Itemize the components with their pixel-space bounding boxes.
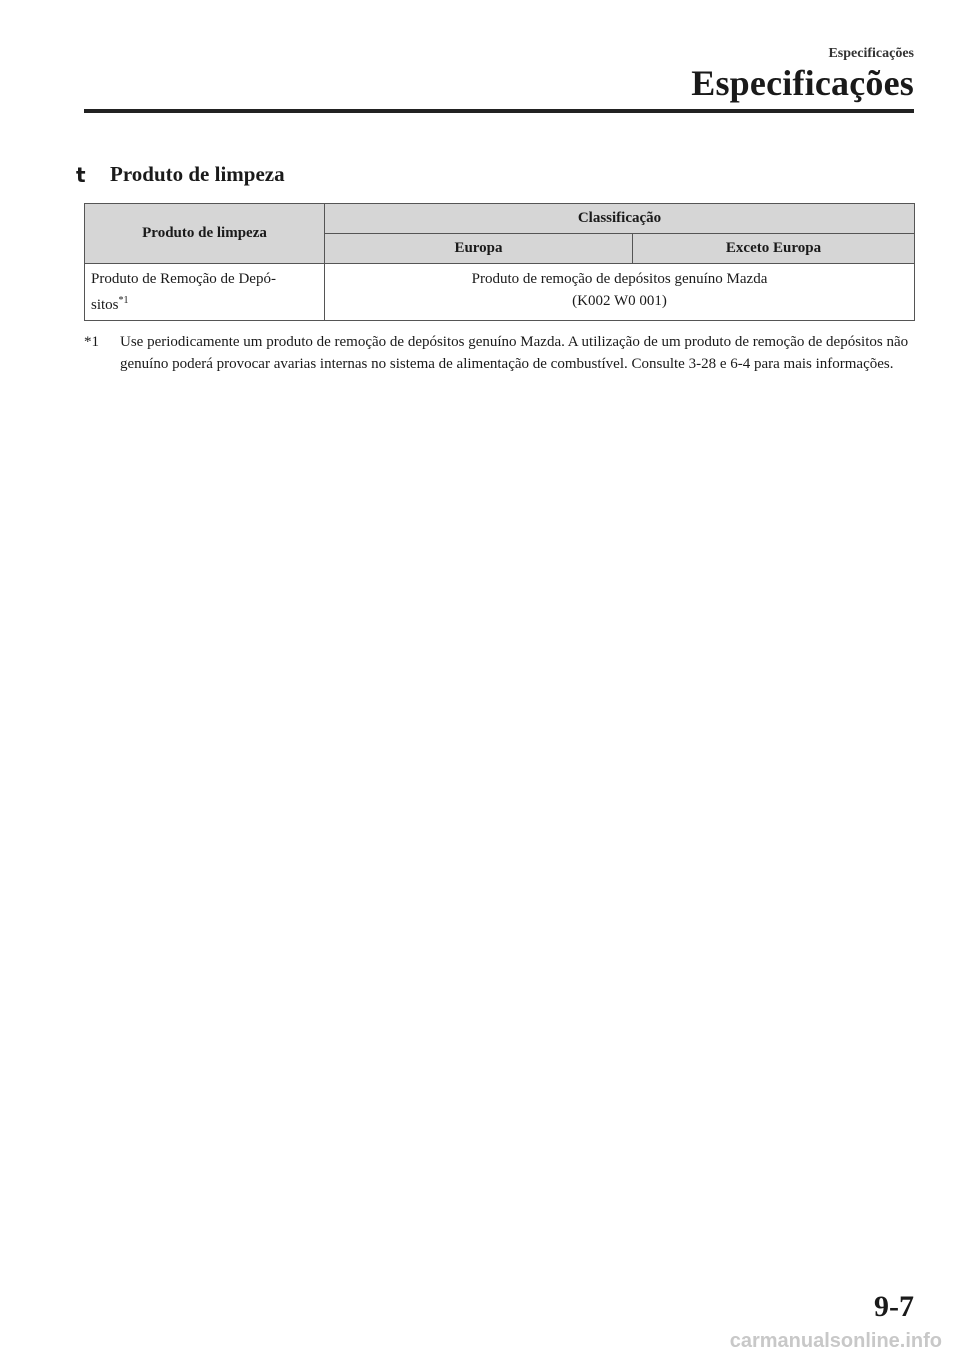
product-name-line2: sitos [91,297,119,313]
running-header-small: Especificações [828,46,914,61]
section-heading [76,162,285,187]
classification-value-line1: Produto de remoção de depósitos genuíno Mazda [471,271,768,287]
table-header-except-europe: Exceto Europa [633,234,915,264]
section-title: Produto de limpeza [110,162,285,186]
table-row [85,264,915,321]
classification-value-line2: (K002 W0 001) [572,293,667,309]
page-number: 9-7 [874,1290,914,1323]
cleaning-product-table [84,203,915,321]
watermark-text: carmanualsonline.info [729,1330,942,1352]
table-header-product: Produto de limpeza [85,204,325,264]
section-marker-icon: t [76,162,86,187]
table-header-europe: Europa [325,234,633,264]
footnote-reference: *1 [118,295,129,306]
table-cell-classification-value [325,264,915,321]
product-name-line1: Produto de Remoção de Depó- [91,271,276,287]
running-header-title: Especificações [691,63,914,103]
table-header-classification: Classificação [325,204,915,234]
header-divider [84,109,914,113]
footnote-mark: *1 [84,334,99,350]
footnote-text: Use periodicamente um produto de remoção de depósitos genuíno Mazda. A utilização de um produto de remoção de depósitos não genuíno poderá provocar avarias internas no sistema de alimentação de combustível. Consulte 3-28 e 6-4 para mais informações. [120,334,909,372]
footnote [84,331,924,375]
table-cell-product-name [85,264,325,321]
